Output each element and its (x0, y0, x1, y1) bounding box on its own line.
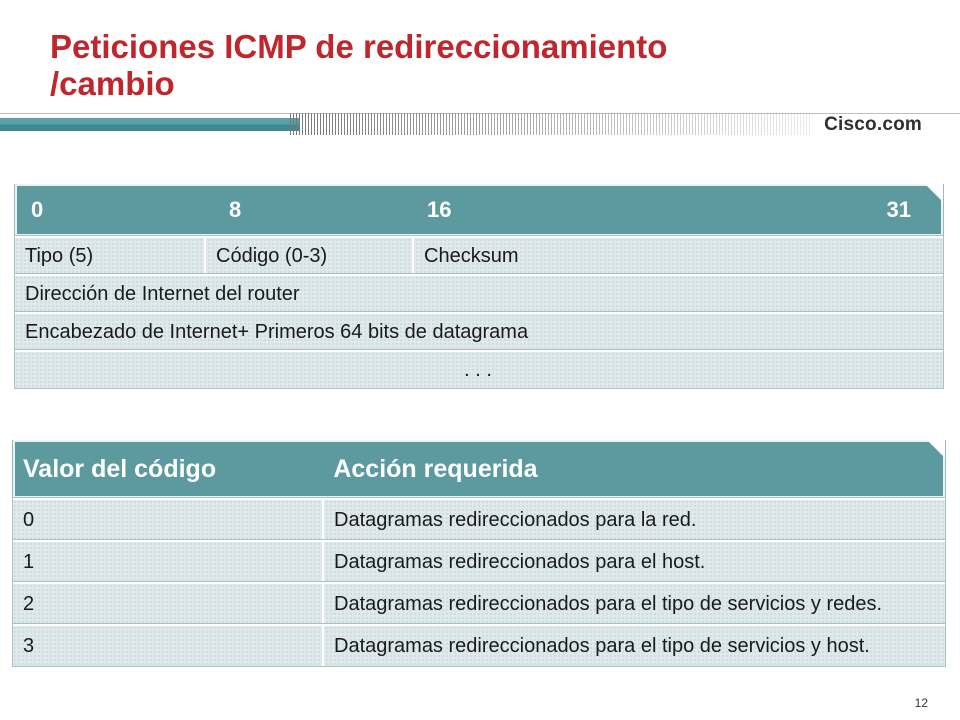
field-code: Código (0-3) (206, 238, 414, 274)
bit-label-8: 8 (229, 197, 242, 222)
icmp-packet-format-table (14, 184, 944, 388)
required-action: Datagramas redireccionados para el tipo de servicios y host. (334, 634, 870, 657)
header-required-action: Acción requerida (333, 454, 538, 483)
field-internet-header: Encabezado de Internet+ Primeros 64 bits de datagrama (25, 320, 529, 343)
slide-title-line-1: Peticiones ICMP de redireccionamiento (50, 28, 668, 65)
bit-label-0: 0 (31, 197, 44, 222)
header-stripes (290, 113, 810, 135)
corner-notch (925, 184, 943, 202)
table-row (15, 274, 943, 312)
corner-notch (927, 440, 945, 458)
cisco-header-bar (0, 109, 960, 139)
required-action: Datagramas redireccionados para el tipo de servicios y redes. (334, 592, 883, 615)
required-action: Datagramas redireccionados para el host. (334, 550, 706, 573)
slide-title-line-2: /cambio (50, 65, 175, 102)
table-header (13, 440, 945, 498)
field-ellipsis: . . . (464, 358, 492, 381)
bit-label-16: 16 (427, 197, 452, 222)
table-row (15, 350, 943, 388)
field-type: Tipo (5) (15, 238, 206, 274)
table-row (15, 312, 943, 350)
table-row (13, 498, 945, 540)
slide-title (50, 28, 910, 102)
code-value: 1 (13, 542, 324, 582)
field-router-address: Dirección de Internet del router (25, 282, 300, 305)
required-action: Datagramas redireccionados para la red. (334, 508, 697, 531)
code-value: 2 (13, 584, 324, 624)
code-value: 3 (13, 626, 324, 666)
table-row (13, 540, 945, 582)
header-code-value: Valor del código (23, 454, 217, 483)
field-checksum: Checksum (424, 244, 519, 267)
cisco-logo: Cisco.com (824, 114, 922, 135)
bit-label-31: 31 (886, 197, 911, 222)
bit-ruler (15, 184, 943, 236)
page-number: 12 (914, 696, 928, 710)
header-band (0, 118, 300, 131)
table-row (13, 582, 945, 624)
table-row (15, 236, 943, 274)
table-row (13, 624, 945, 666)
redirect-code-table (12, 440, 946, 666)
code-value: 0 (13, 500, 324, 540)
